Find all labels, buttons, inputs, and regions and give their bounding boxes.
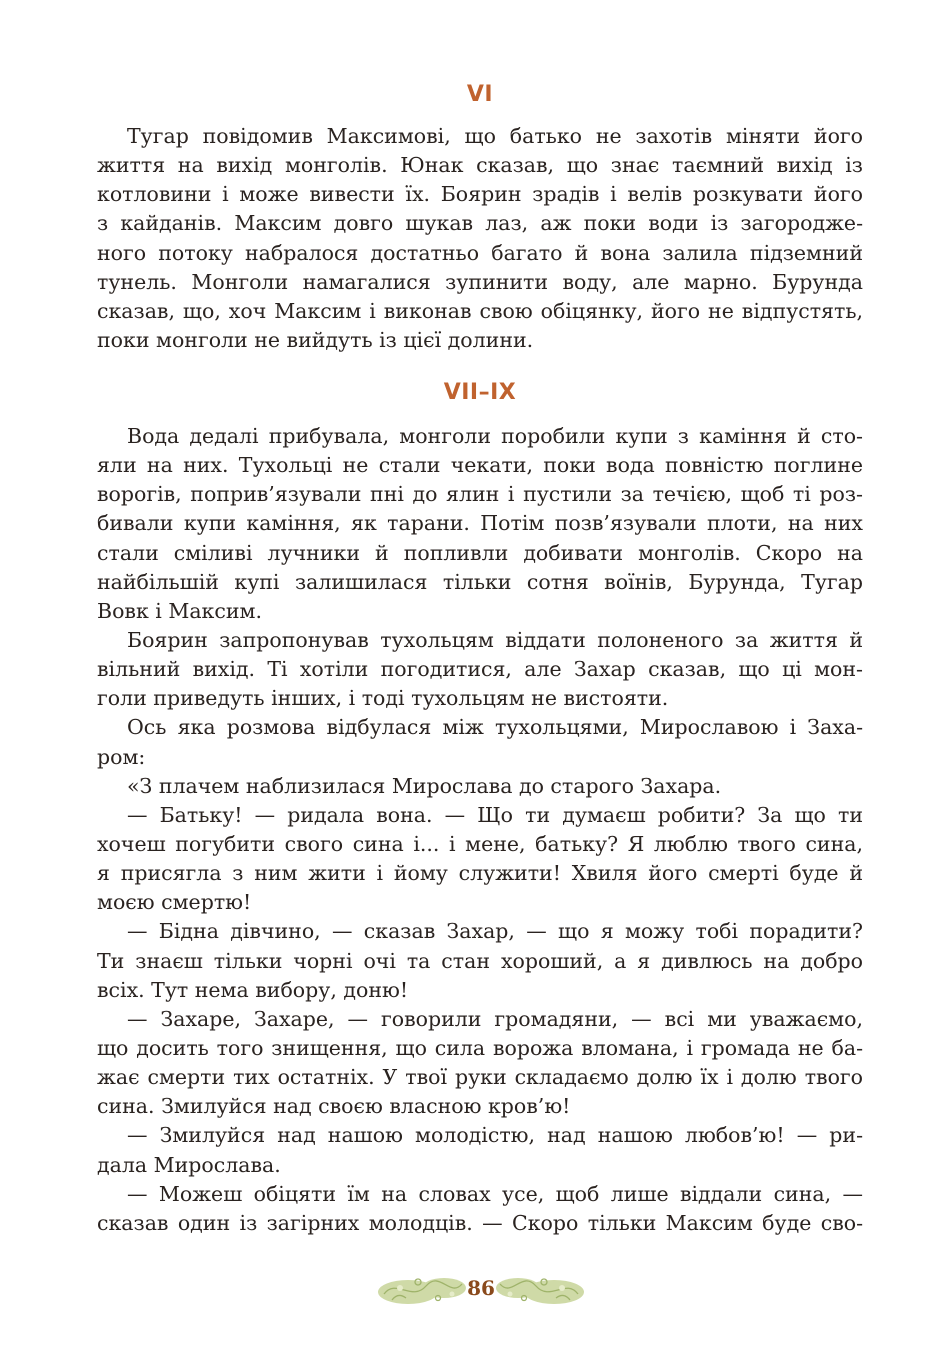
text-line: бивали купи каміння, як тарани. Потім позв’язували плоти, на них bbox=[97, 511, 863, 536]
section-heading-vi: VI bbox=[466, 82, 494, 107]
text-line: голи приведуть інших, і тоді тухольцям не вистояти. bbox=[97, 686, 669, 711]
text-line: з кайданів. Максим довго шукав лаз, аж поки води із загородже- bbox=[97, 211, 863, 236]
text-line: ного потоку набралося достатньо багато й вона залила підземний bbox=[97, 240, 863, 265]
text-line: я присягла з ним жити і йому служити! Хвиля його смерті буде й bbox=[97, 861, 863, 886]
text-line: сина. Змилуйся над своєю власною кров’ю! bbox=[97, 1094, 571, 1119]
section-heading-vii-ix: VII–IX bbox=[443, 380, 517, 405]
text-line: — Бідна дівчино, — сказав Захар, — що я можу тобі порадити? bbox=[127, 919, 863, 944]
text-line: Тугар повідомив Максимові, що батько не захотів міняти його bbox=[127, 124, 863, 148]
text-line: моєю смертю! bbox=[97, 890, 252, 915]
text-line: сказав, що, хоч Максим і виконав свою обіцянку, його не відпустять, bbox=[97, 298, 863, 323]
text-line: поки монголи не вийдуть із цієї долини. bbox=[97, 327, 534, 352]
text-line: вільний вихід. Ті хотіли погодитися, але Захар сказав, що ці мон- bbox=[97, 657, 863, 682]
text-line: всіх. Тут нема вибору, доню! bbox=[97, 977, 409, 1002]
text-line: яли на них. Тухольці не стали чекати, поки вода повністю поглине bbox=[97, 453, 863, 478]
text-line: тунель. Монголи намагалися зупинити воду, але марно. Бурунда bbox=[97, 269, 863, 294]
text-line: котловини і може вивести їх. Боярин зрадів і велів розкувати його bbox=[97, 182, 863, 207]
text-line: Боярин запропонував тухольцям віддати полоненого за життя й bbox=[127, 627, 863, 652]
text-line: — Батьку! — ридала вона. — Що ти думаєш робити? За що ти bbox=[127, 802, 863, 827]
text-line: хочеш погубити свого сина і... і мене, батьку? Я люблю твого сина, bbox=[97, 831, 863, 856]
text-line: Ти знаєш тільки чорні очі та стан хороший, а я дивлюсь на добро bbox=[97, 948, 863, 973]
text-line: дала Мирослава. bbox=[97, 1152, 281, 1177]
text-line: Вовк і Максим. bbox=[97, 598, 262, 623]
text-line: що досить того знищення, що сила ворожа вломана, і громада не ба- bbox=[97, 1035, 863, 1060]
text-line: Вода дедалі прибувала, монголи поробили купи з каміння й сто- bbox=[127, 424, 863, 448]
page-number: 86 bbox=[467, 1276, 495, 1300]
text-line: «З плачем наблизилася Мирослава до старого Захара. bbox=[127, 773, 722, 798]
text-line: — Можеш обіцяти їм на словах усе, щоб лише віддали сина, — bbox=[127, 1181, 863, 1206]
page-footer bbox=[378, 1268, 584, 1312]
text-line: найбільшій купі залишилася тільки сотня воїнів, Бурунда, Тугар bbox=[97, 569, 863, 594]
text-line: — Захаре, Захаре, — говорили громадяни, — всі ми уважаємо, bbox=[127, 1006, 863, 1031]
text-line: жає смерти тих остатніх. У твої руки складаємо долю їх і долю твого bbox=[97, 1065, 863, 1090]
text-line: життя на вихід монголів. Юнак сказав, що знає таємний вихід із bbox=[97, 153, 863, 178]
text-line: сказав один із загірних молодців. — Скоро тільки Максим буде сво- bbox=[97, 1210, 863, 1235]
text-line: Ось яка розмова відбулася між тухольцями, Мирославою і Заха- bbox=[127, 715, 863, 740]
text-line: стали сміливі лучники й попливли добивати монголів. Скоро на bbox=[97, 540, 863, 565]
section-vii-ix-text bbox=[97, 422, 863, 1238]
section-vi-text bbox=[97, 122, 863, 355]
text-line: ром: bbox=[97, 744, 146, 769]
text-line: ворогів, поприв’язували пні до ялин і пустили за течією, щоб ті роз- bbox=[97, 482, 863, 507]
text-line: — Змилуйся над нашою молодістю, над нашою любов’ю! — ри- bbox=[127, 1123, 863, 1148]
